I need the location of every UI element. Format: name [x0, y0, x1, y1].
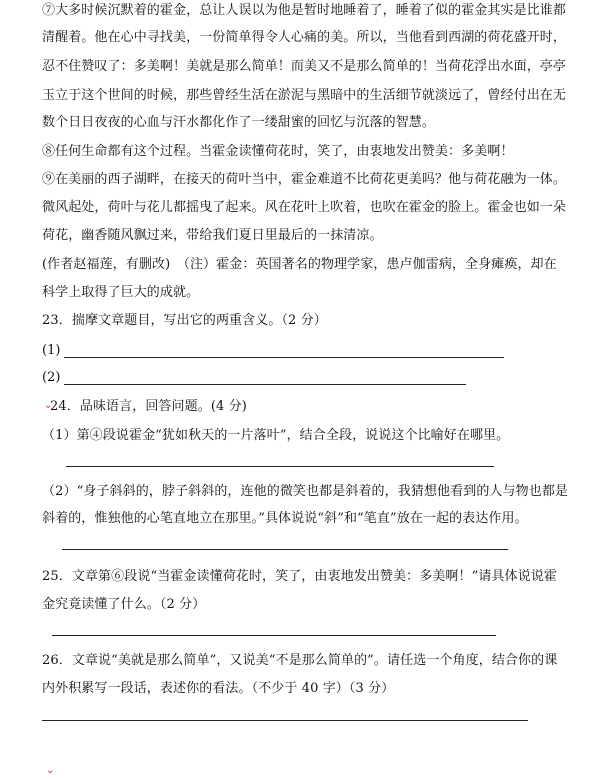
passage-para9-line3: 荷花，幽香随风飘过来，带给我们夏日里最后的一抹清凉。 — [42, 228, 383, 243]
question-26-line2: 内外积累写一段话，表述你的看法。（不少于 40 字）（3 分） — [42, 681, 395, 696]
question-26-line1: 26．文章说“美就是那么简单”，又说美“不是那么简单的”。请任选一个角度，结合你的课 — [42, 653, 558, 668]
passage-para9-line2: 微风起处，荷叶与花儿都摇曳了起来。风在花叶上吹着，也吹在霍金的脸上。霍金也如一朵 — [42, 200, 567, 215]
question-24-part1: （1）第④段说霍金“犹如秋天的一片落叶”，结合全段，说说这个比喻好在哪里。 — [42, 428, 510, 443]
q23-answer1-line[interactable] — [64, 357, 504, 358]
question-23: 23．揣摩文章题目，写出它的两重含义。（2 分） — [42, 313, 327, 328]
q24-2-answer-line[interactable] — [62, 549, 508, 550]
passage-para7-line5: 数个日日夜夜的心血与汗水都化作了一缕甜蜜的回忆与沉落的智慧。 — [42, 115, 436, 130]
red-check-mark: ⌄ — [44, 400, 53, 411]
author-note-line2: 科学上取得了巨大的成就。 — [42, 285, 200, 300]
author-note-line1: (作者赵福莲，有删改) （注）霍金：英国著名的物理学家，患卢伽雷病，全身瘫痪，却在 — [42, 257, 557, 272]
question-25-line1: 25．文章第⑥段说“当霍金读懂荷花时，笑了，由衷地发出赞美：多美啊！”请具体说说霍 — [42, 569, 557, 584]
passage-para7-line3: 忍不住赞叹了：多美啊！美就是那么简单！而美又不是那么简单的！当荷花浮出水面，亭亭 — [42, 59, 567, 74]
question-25-line2: 金究竟读懂了什么。（2 分） — [42, 597, 206, 612]
q23-answer1-label: (1) — [42, 343, 61, 358]
red-check-mark-bottom: ⌄ — [46, 765, 55, 776]
passage-para7-line4: 玉立于这个世间的时候，那些曾经生活在淤泥与黑暗中的生活细节就淡远了，曾经付出在无 — [42, 88, 567, 103]
question-24-part2-line1: （2）“身子斜斜的，脖子斜斜的，连他的微笑也都是斜着的，我猜想他看到的人与物也都是 — [42, 484, 569, 499]
question-24-part2-line2: 斜着的，惟独他的心笔直地立在那里。”具体说说“斜”和“笔直”放在一起的表达作用。 — [42, 511, 528, 526]
q24-1-answer-line[interactable] — [66, 466, 494, 467]
q23-answer2-label: (2) — [42, 370, 61, 385]
q25-answer-line[interactable] — [52, 635, 496, 636]
q26-answer-line[interactable] — [42, 720, 528, 721]
question-24: 24．品味语言，回答问题。(4 分) — [50, 399, 247, 414]
passage-para7-line2: 清醒着。他在心中寻找美，一份简单得令人心痛的美。所以，当他看到西湖的荷花盛开时， — [42, 30, 567, 45]
passage-para7-line1: ⑦大多时候沉默着的霍金，总让人误以为他是暂时地睡着了，睡着了似的霍金其实是比谁都 — [42, 3, 567, 18]
passage-para8-line1: ⑧任何生命都有这个过程。当霍金读懂荷花时，笑了，由衷地发出赞美：多美啊！ — [42, 144, 514, 159]
passage-para9-line1: ⑨在美丽的西子湖畔，在接天的荷叶当中，霍金难道不比荷花更美吗？他与荷花融为一体。 — [42, 172, 567, 187]
q23-answer2-line[interactable] — [64, 384, 466, 385]
